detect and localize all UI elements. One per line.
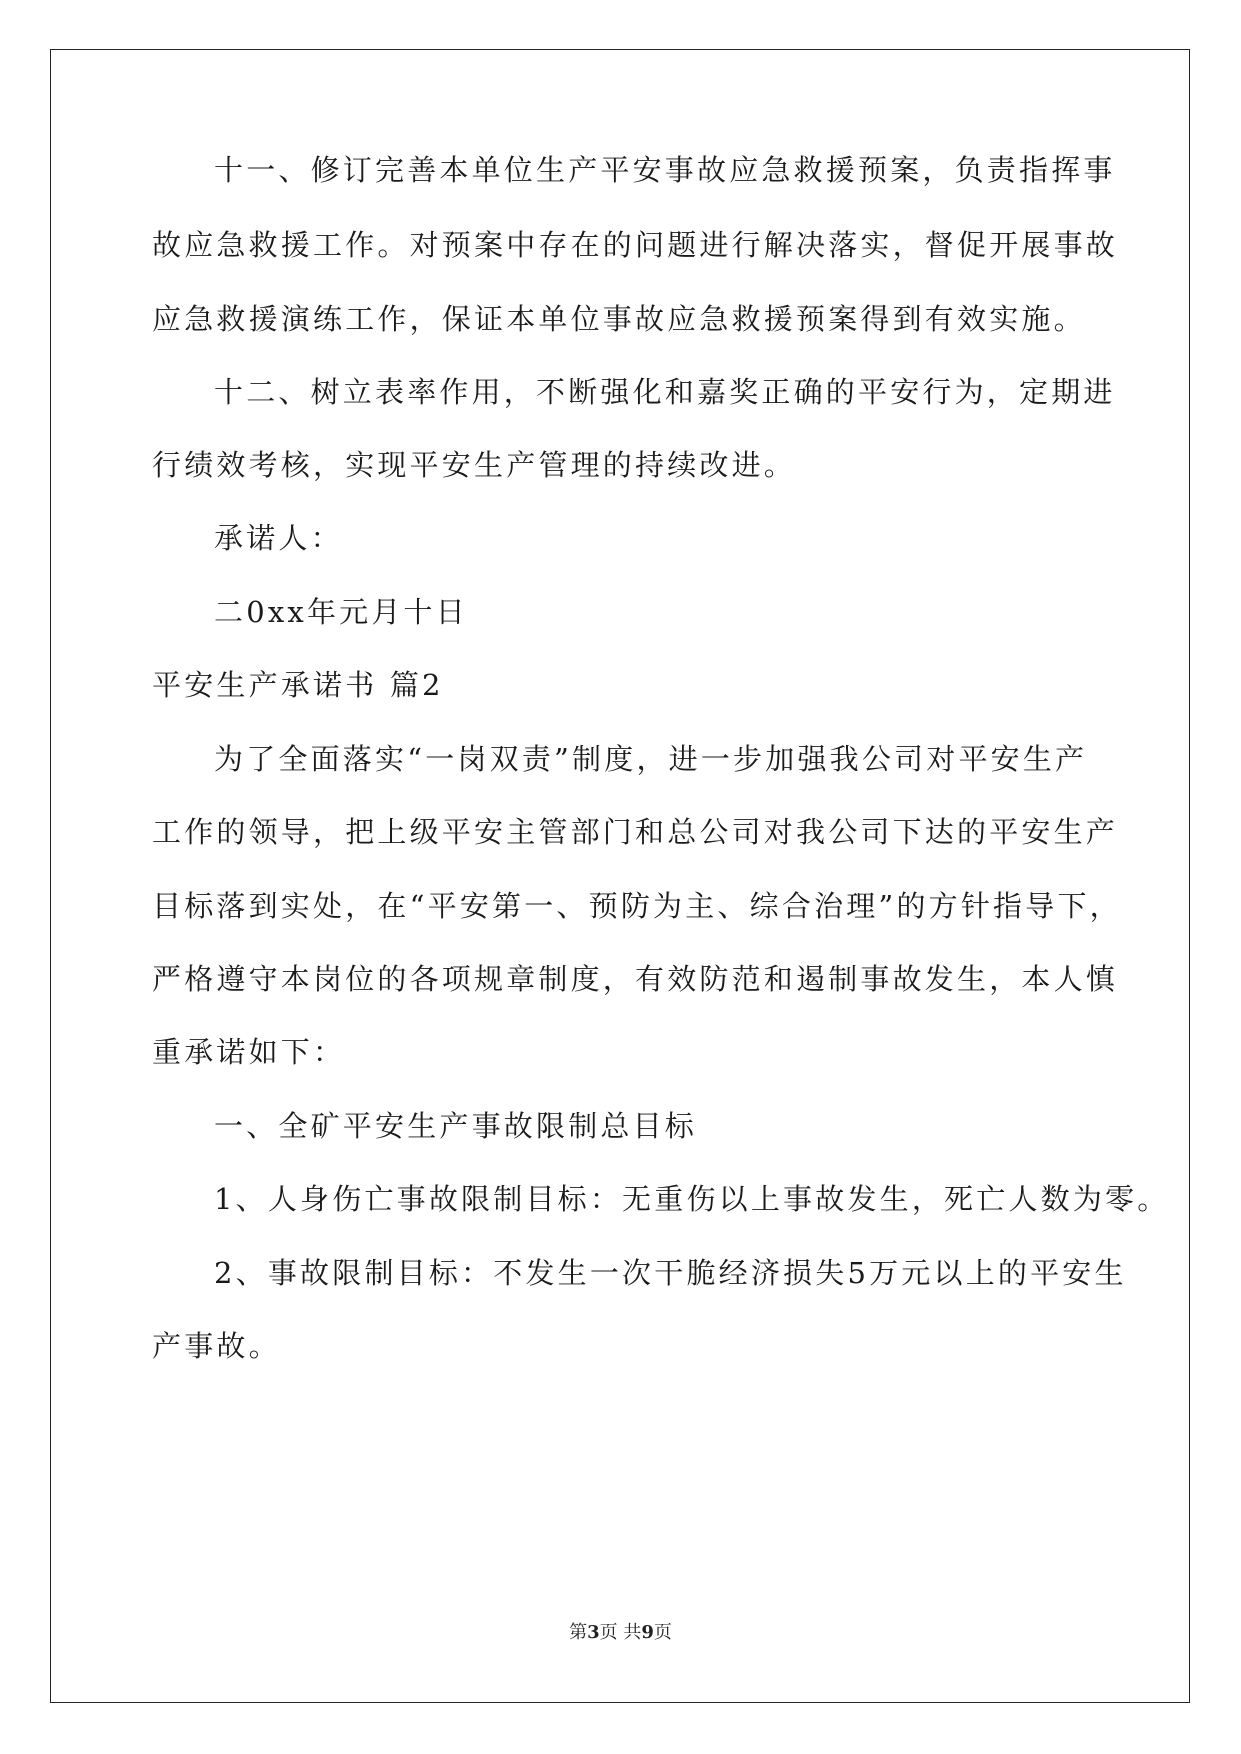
paragraph-line: 产事故。 bbox=[152, 1329, 281, 1363]
subheading: 一、全矿平安生产事故限制总目标 bbox=[214, 1109, 698, 1143]
footer-page-current: 3 bbox=[587, 1622, 600, 1643]
page-border bbox=[50, 49, 1190, 1703]
paragraph-line: 工作的领导，把上级平安主管部门和总公司对我公司下达的平安生产 bbox=[152, 815, 1119, 849]
section-heading: 平安生产承诺书 篇2 bbox=[152, 668, 444, 702]
paragraph-line: 为了全面落实“一岗双责”制度，进一步加强我公司对平安生产 bbox=[214, 742, 1088, 776]
paragraph-line: 重承诺如下： bbox=[152, 1035, 346, 1069]
footer-page-total: 9 bbox=[641, 1622, 654, 1643]
paragraph-line: 故应急救援工作。对预案中存在的问题进行解决落实，督促开展事故 bbox=[152, 228, 1119, 262]
paragraph-line: 十一、修订完善本单位生产平安事故应急救援预案，负责指挥事 bbox=[214, 153, 1116, 187]
signer-label: 承诺人： bbox=[214, 521, 343, 555]
footer-page-mid: 页 共 bbox=[599, 1622, 642, 1643]
footer-page-prefix: 第 bbox=[569, 1622, 588, 1643]
date-line: 二0xx年元月十日 bbox=[214, 595, 468, 629]
list-item: 2、事故限制目标：不发生一次干脆经济损失5万元以上的平安生 bbox=[214, 1256, 1127, 1290]
paragraph-line: 应急救援演练工作，保证本单位事故应急救援预案得到有效实施。 bbox=[152, 302, 1086, 336]
paragraph-line: 十二、树立表率作用，不断强化和嘉奖正确的平安行为，定期进 bbox=[214, 375, 1116, 409]
list-item: 1、人身伤亡事故限制目标：无重伤以上事故发生，死亡人数为零。 bbox=[214, 1182, 1170, 1216]
footer-page-suffix: 页 bbox=[653, 1622, 672, 1643]
paragraph-line: 目标落到实处，在“平安第一、预防为主、综合治理”的方针指导下， bbox=[152, 889, 1122, 923]
page-number-footer bbox=[0, 1622, 1241, 1644]
paragraph-line: 行绩效考核，实现平安生产管理的持续改进。 bbox=[152, 448, 797, 482]
paragraph-line: 严格遵守本岗位的各项规章制度，有效防范和遏制事故发生，本人慎 bbox=[152, 962, 1119, 996]
